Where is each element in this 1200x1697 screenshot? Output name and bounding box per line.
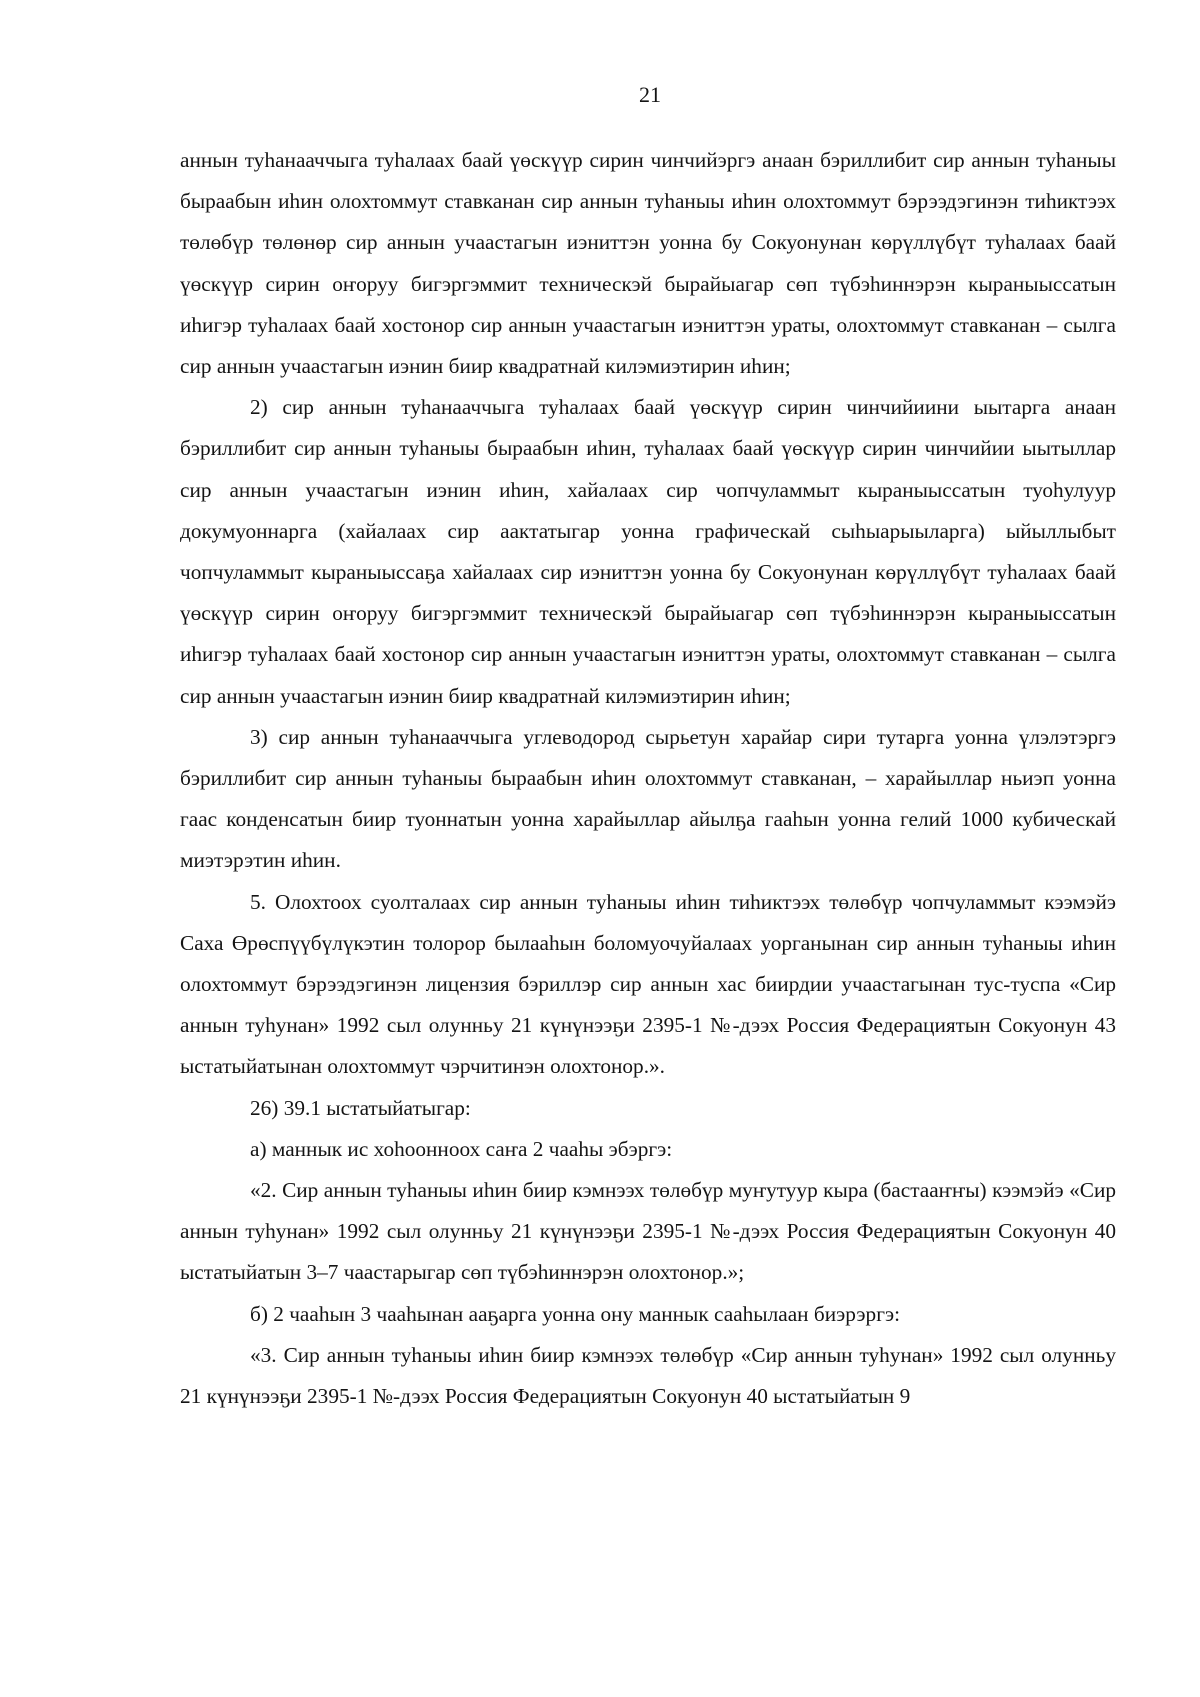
document-body: [180, 140, 1116, 1417]
paragraph-item-3: 3) сир аннын туһанааччыга углеводород сырьетун харайар сири тутарга уонна үлэлэтэргэ бэриллибит сир аннын туһаныы быраабын иһин олохтоммут ставканан, – харайыллар ньиэп уонна гаас конденсатын биир туоннатын уонна харайыллар айылҕа гааһын уонна гелий 1000 кубическай миэтэрэтин иһин.: [180, 724, 1116, 873]
paragraph-quoted-part-3: «3. Сир аннын туһаныы иһин биир кэмнээх төлөбүр «Сир аннын туһунан» 1992 сыл олунньу 21 күнүнээҕи 2395-1 №-дээх Россия Федерациятын Сокуонун 40 ыстатыйатын 9: [180, 1342, 1116, 1409]
paragraph-quoted-part-2: «2. Сир аннын туһаныы иһин биир кэмнээх төлөбүр муҥутуур кыра (бастааҥҥы) кээмэйэ «Сир аннын туһунан» 1992 сыл олунньу 21 күнүнээҕи 2395-1 №-дээх Россия Федерациятын Сокуонун 40 ыстатыйатын 3–7 чаастарыгар сөп түбэһиннэрэн олохтонор.»;: [180, 1178, 1116, 1285]
paragraph-subitem-b: б) 2 чааһын 3 чааһынан ааҕарга уонна ону маннык сааһылаан биэрэргэ:: [250, 1301, 901, 1326]
paragraph-clause-5: 5. Олохтоох суолталаах сир аннын туһаныы иһин тиһиктээх төлөбүр чопчуламмыт кээмэйэ Саха Өрөспүүбүлүкэтин толорор былааһын боломуочуйалаах уорганынан сир аннын туһаныы иһин олохтоммут бэрээдэгинэн лицензия бэриллэр сир аннын хас биирдии учаастагынан тус-туспа «Сир аннын туһунан» 1992 сыл олунньу 21 күнүнээҕи 2395-1 №-дээх Россия Федерациятын Сокуонун 43 ыстатыйатынан олохтоммут чэрчитинэн олохтонор.».: [180, 889, 1116, 1079]
paragraph-subitem-a: а) маннык ис хоһоонноох саҥа 2 чааһы эбэргэ:: [250, 1136, 673, 1161]
paragraph-item-26: 26) 39.1 ыстатыйатыгар:: [250, 1095, 471, 1120]
page-number: 21: [639, 82, 661, 107]
paragraph-item-2: 2) сир аннын туһанааччыга туһалаах баай үөскүүр сирин чинчийиини ыытарга анаан бэриллибит сир аннын туһаныы быраабын иһин, туһалаах баай үөскүүр сирин чинчийии ыытыллар сир аннын учаастагын иэнин иһин, хайалаах сир чопчуламмыт кыраныыссатын туоһулуур докумуоннарга (хайалаах сир аактатыгар уонна графическай сыһыарыыларга) ыйыллыбыт чопчуламмыт кыраныыссаҕа хайалаах сир иэниттэн уонна бу Сокуонунан көрүллүбүт туһалаах баай үөскүүр сирин оҥоруу бигэргэммит техническэй бырайыагар сөп түбэһиннэрэн кыраныыссатын иһигэр туһалаах баай хостонор сир аннын учаастагын иэниттэн ураты, олохтоммут ставканан – сылга сир аннын учаастагын иэнин биир квадратнай килэмиэтирин иһин;: [180, 395, 1116, 708]
paragraph-continuation: аннын туһанааччыга туһалаах баай үөскүүр сирин чинчийэргэ анаан бэриллибит сир аннын туһаныы быраабын иһин олохтоммут ставканан сир аннын туһаныы иһин олохтоммут бэрээдэгинэн тиһиктээх төлөбүр төлөнөр сир аннын учаастагын иэниттэн уонна бу Сокуонунан көрүллүбүт туһалаах баай үөскүүр сирин оҥоруу бигэргэммит техническэй бырайыагар сөп түбэһиннэрэн кыраныыссатын иһигэр туһалаах баай хостонор сир аннын учаастагын иэниттэн ураты, олохтоммут ставканан – сылга сир аннын учаастагын иэнин биир квадратнай килэмиэтирин иһин;: [180, 148, 1116, 379]
